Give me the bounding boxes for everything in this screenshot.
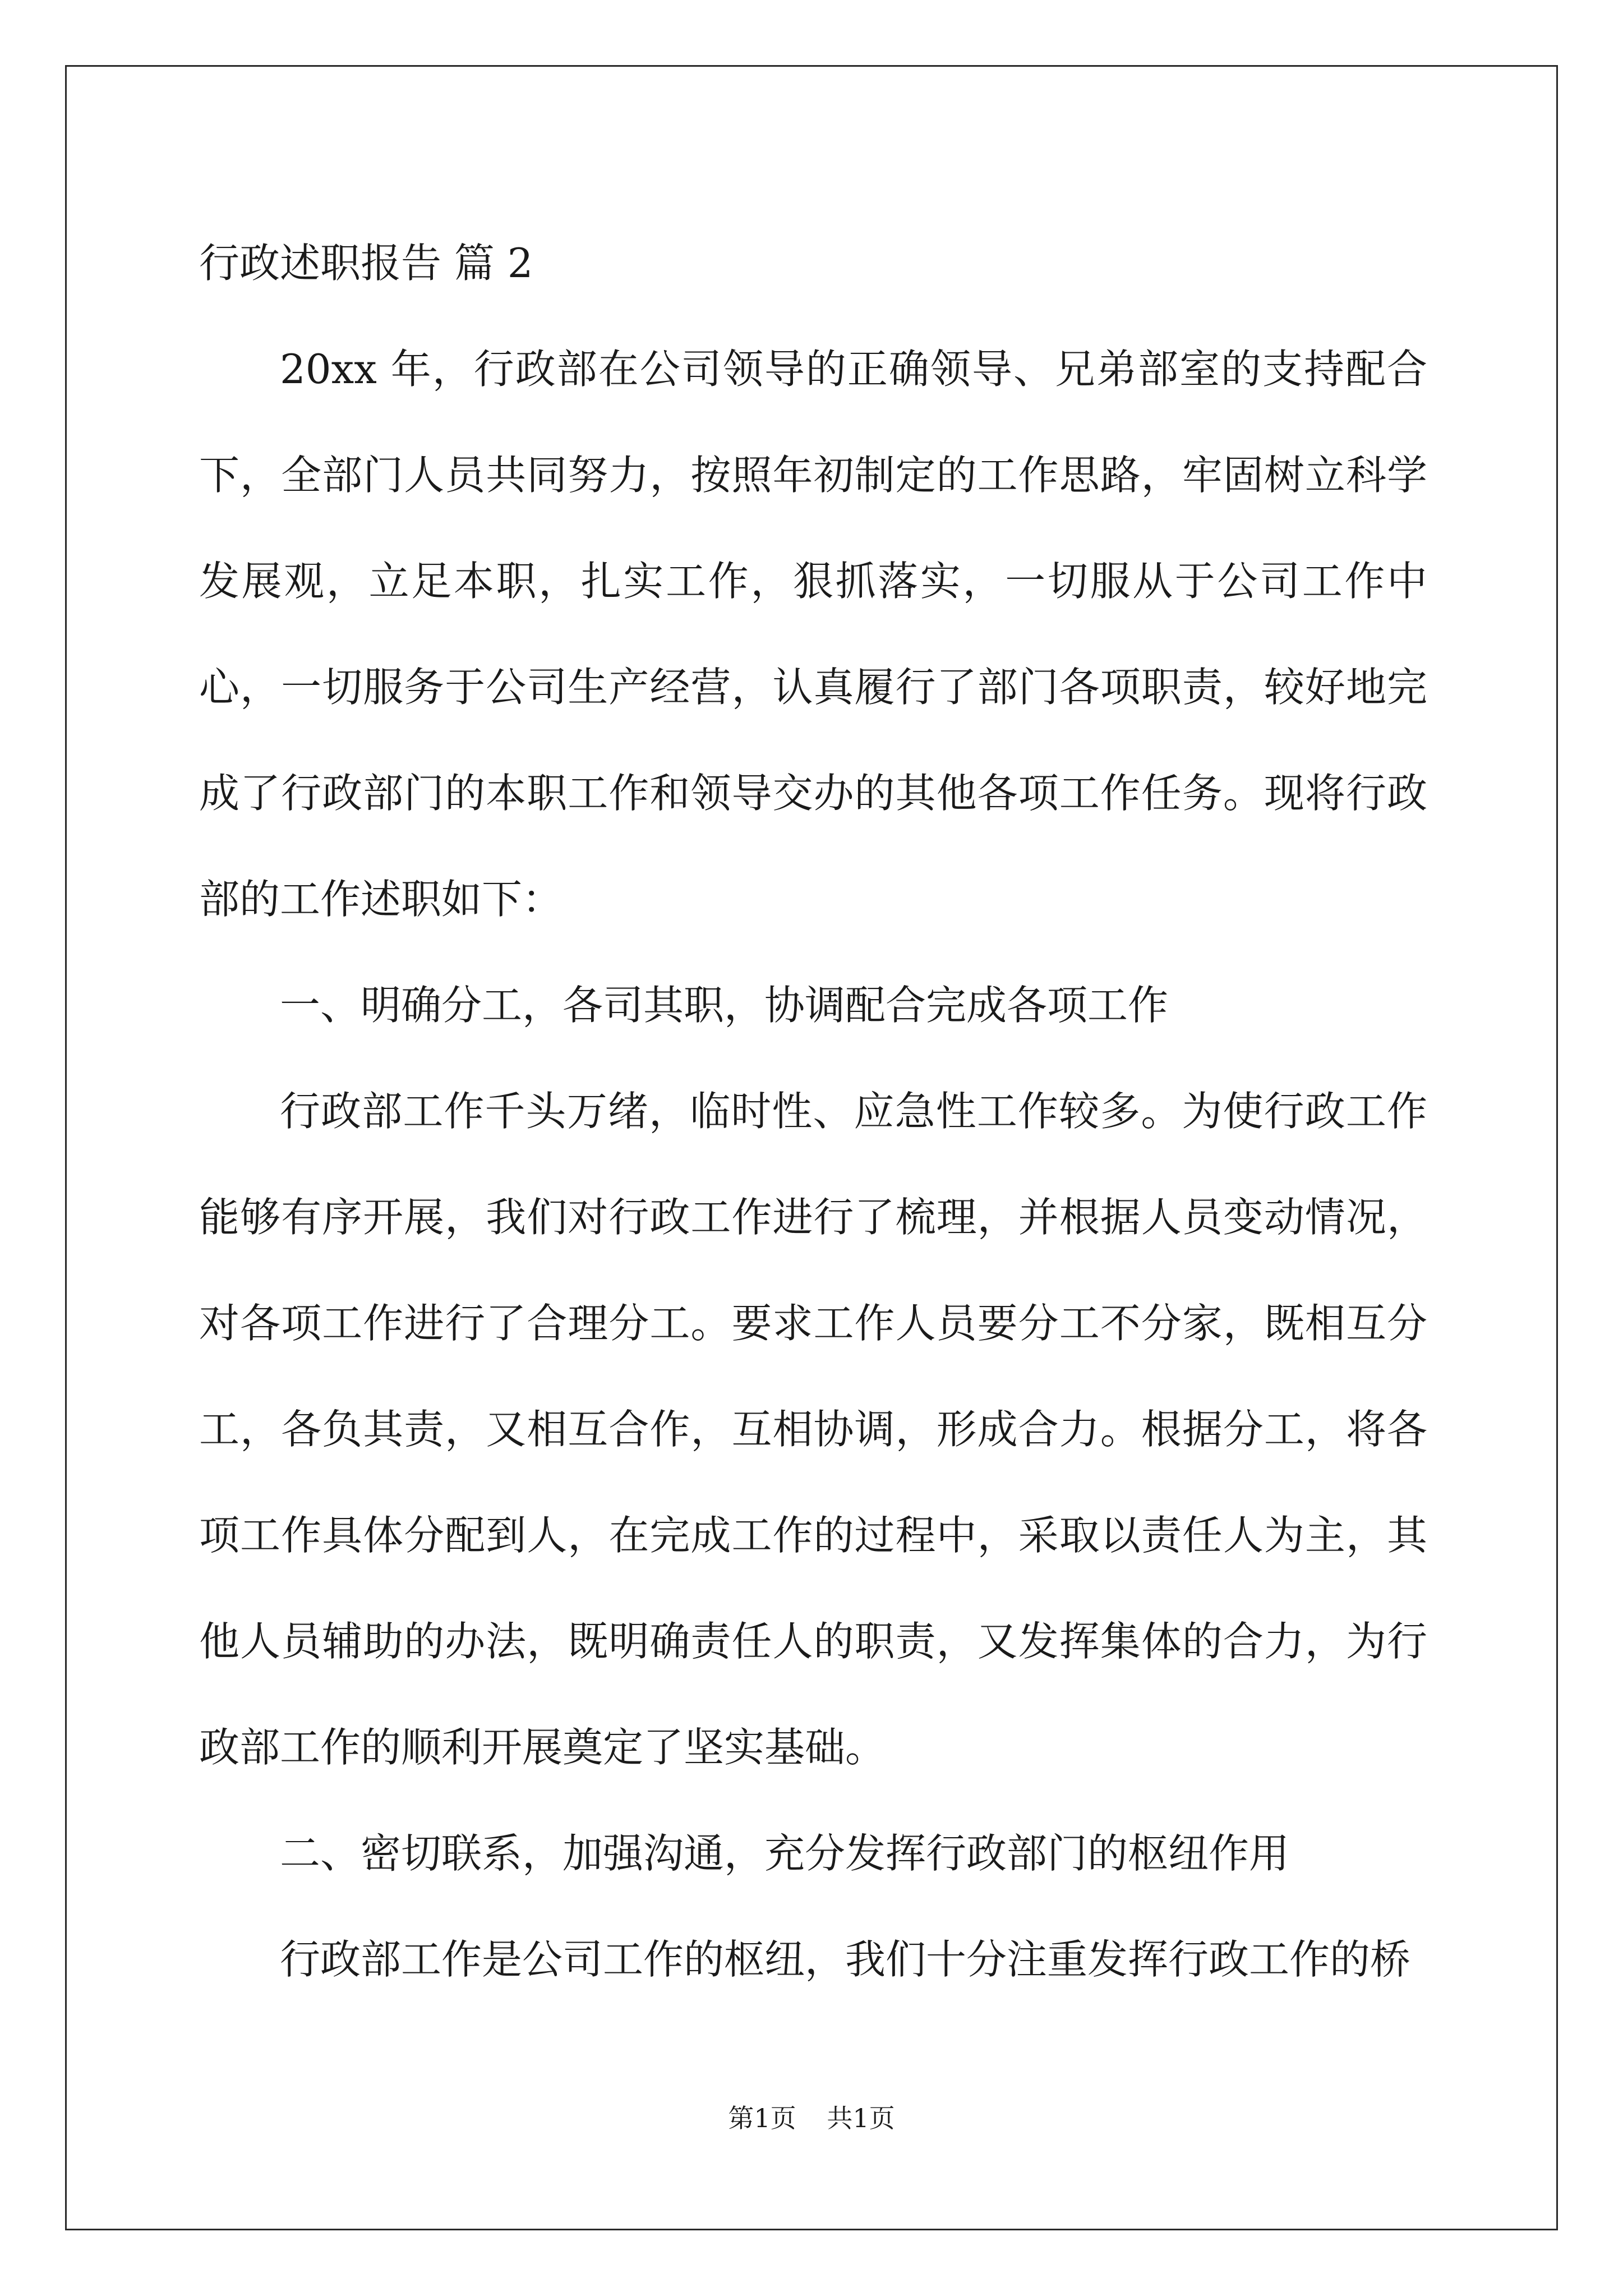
page-footer — [0, 2098, 1623, 2135]
page-count: 共1页 — [827, 2103, 895, 2133]
section-1-paragraph: 行政部工作千头万绪，临时性、应急性工作较多。为使行政工作能够有序开展，我们对行政工作进行了梳理，并根据人员变动情况，对各项工作进行了合理分工。要求工作人员要分工不分家，既相互分工，各负其责，又相互合作，互相协调，形成合力。根据分工，将各项工作具体分配到人，在完成工作的过程中，采取以责任人为主，其他人员辅助的办法，既明确责任人的职责，又发挥集体的合力，为行政部工作的顺利开展奠定了坚实基础。 — [199, 1088, 1427, 1771]
document-title: 行政述职报告 篇 2 — [199, 240, 533, 287]
section-2-heading: 二、密切联系，加强沟通，充分发挥行政部门的枢纽作用 — [280, 1830, 1290, 1877]
section-1-heading: 一、明确分工，各司其职，协调配合完成各项工作 — [280, 982, 1169, 1029]
intro-paragraph: 20xx 年，行政部在公司领导的正确领导、兄弟部室的支持配合下，全部门人员共同努力，按照年初制定的工作思路，牢固树立科学发展观，立足本职，扎实工作，狠抓落实，一切服从于公司工作中心，一切服务于公司生产经营，认真履行了部门各项职责，较好地完成了行政部门的本职工作和领导交办的其他各项工作任务。现将行政部的工作述职如下： — [199, 346, 1427, 923]
document-body — [199, 210, 1427, 2013]
page-number: 第1页 — [728, 2103, 796, 2133]
section-2-paragraph: 行政部工作是公司工作的枢纽，我们十分注重发挥行政工作的桥 — [280, 1936, 1411, 1983]
